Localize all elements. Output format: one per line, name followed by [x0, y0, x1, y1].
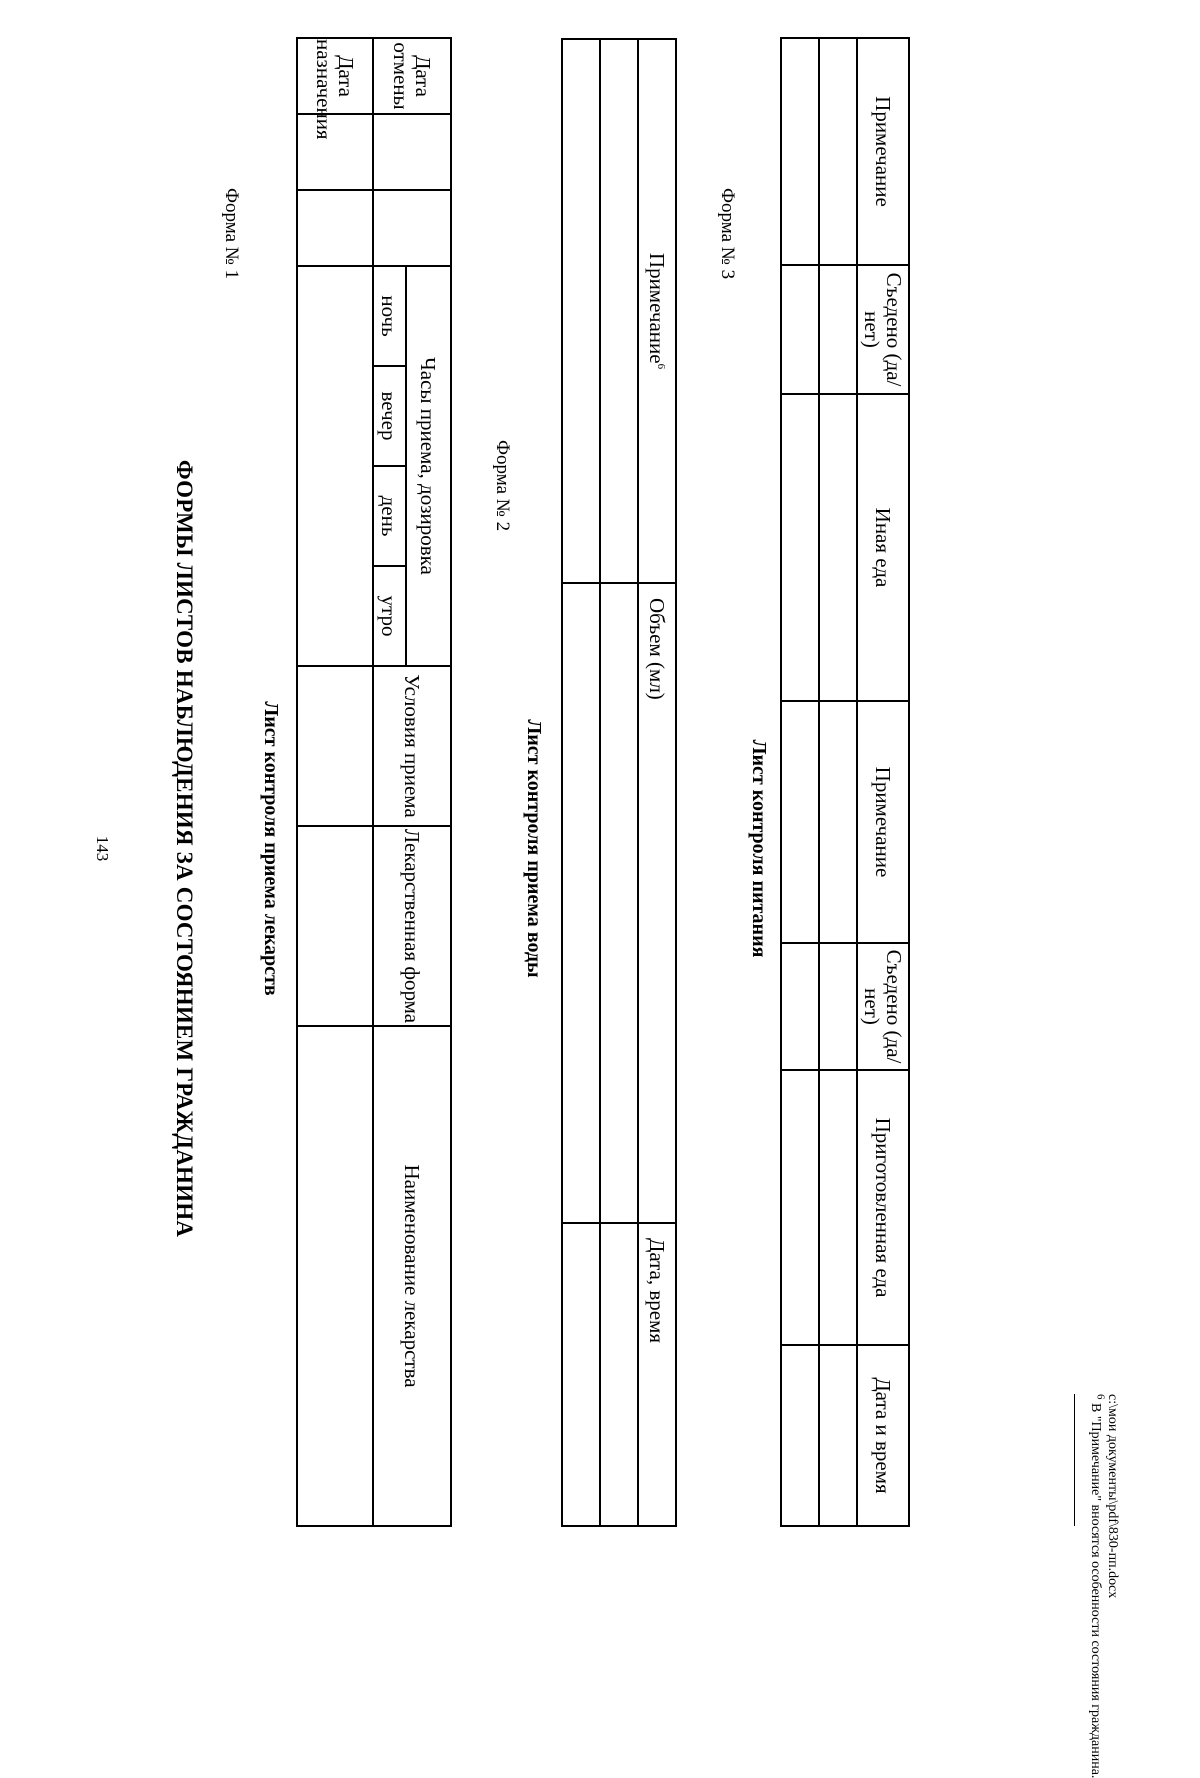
- table-cell[interactable]: [781, 943, 819, 1070]
- col-cooked-food: Приготовленная еда: [857, 1070, 909, 1345]
- form1-header-row-1: [406, 38, 451, 1526]
- col-date-cancel: Дата отмены: [373, 38, 451, 114]
- table-cell[interactable]: [819, 394, 857, 701]
- footnote-rule: [1074, 1394, 1075, 1526]
- table-cell[interactable]: [781, 394, 819, 701]
- form2-table: [561, 38, 677, 1527]
- table-cell[interactable]: [600, 39, 638, 583]
- col-date-assigned: Дата назначения: [297, 38, 373, 114]
- table-cell[interactable]: [562, 583, 600, 1223]
- table-cell[interactable]: [819, 943, 857, 1070]
- col-note: [638, 39, 676, 583]
- table-cell[interactable]: [562, 39, 600, 583]
- page-number: 143: [92, 0, 112, 1697]
- col-night: ночь: [373, 266, 406, 366]
- table-cell[interactable]: [297, 826, 373, 1026]
- col-datetime: Дата и время: [857, 1345, 909, 1526]
- footnote-text: В "Примечание" вносятся особенности состояния гражданина.: [1088, 1400, 1103, 1778]
- form3-header-row: [857, 38, 909, 1526]
- table-cell[interactable]: [600, 1223, 638, 1526]
- col-drug-form: Лекарственная форма: [373, 826, 451, 1026]
- table-row: [781, 38, 819, 1526]
- table-cell[interactable]: [297, 190, 373, 266]
- col-eaten-2: Съедено (да/нет): [857, 265, 909, 394]
- form2-label: Форма № 2: [491, 440, 513, 531]
- table-cell[interactable]: [781, 38, 819, 265]
- col-eaten-1: Съедено (да/нет): [857, 943, 909, 1070]
- col-note-label: Примечание: [645, 253, 669, 364]
- form2-title: Лист контроля приема воды: [522, 0, 545, 1697]
- form1-body: [297, 38, 451, 1526]
- footnote-ref: 6: [655, 364, 667, 370]
- col-note-1: Примечание: [857, 701, 909, 943]
- col-volume: Объем (мл): [638, 583, 676, 1223]
- col-datetime: Дата, время: [638, 1223, 676, 1526]
- form3-body: [781, 38, 909, 1526]
- col-note-2: Примечание: [857, 38, 909, 265]
- form1-label: Форма № 1: [220, 188, 242, 279]
- table-cell[interactable]: [297, 266, 373, 666]
- col-day: день: [373, 466, 406, 566]
- table-row: [819, 38, 857, 1526]
- table-cell[interactable]: [781, 1070, 819, 1345]
- form3-label: Форма № 3: [716, 188, 738, 279]
- footnote-marker: 6: [1095, 1394, 1107, 1400]
- table-cell[interactable]: [781, 1345, 819, 1526]
- table-cell[interactable]: [819, 1070, 857, 1345]
- table-cell[interactable]: [373, 190, 451, 266]
- table-row: [600, 39, 638, 1526]
- table-cell[interactable]: [819, 701, 857, 943]
- col-other-food: Иная еда: [857, 394, 909, 701]
- table-cell[interactable]: [297, 666, 373, 826]
- table-row: [562, 39, 600, 1526]
- table-cell[interactable]: [819, 265, 857, 394]
- form1-title: Лист контроля приема лекарств: [259, 0, 282, 1697]
- col-evening: вечер: [373, 366, 406, 466]
- col-drug-name: Наименование лекарства: [373, 1026, 451, 1526]
- table-cell[interactable]: [781, 265, 819, 394]
- footnote: [1088, 1394, 1103, 1778]
- col-morning: утро: [373, 566, 406, 666]
- table-cell[interactable]: [819, 1345, 857, 1526]
- form3-table: [780, 37, 910, 1527]
- col-conditions: Условия приема: [373, 666, 451, 826]
- table-cell[interactable]: [600, 583, 638, 1223]
- form2-body: [562, 39, 676, 1526]
- page-title: ФОРМЫ ЛИСТОВ НАБЛЮДЕНИЯ ЗА СОСТОЯНИЕМ ГРАЖДАНИНА: [171, 0, 197, 1697]
- table-cell[interactable]: [819, 38, 857, 265]
- table-cell[interactable]: [562, 1223, 600, 1526]
- table-cell[interactable]: [373, 114, 451, 190]
- table-cell[interactable]: [781, 701, 819, 943]
- col-hours-dosage-group: Часы приема, дозировка: [406, 266, 451, 666]
- form2-header-row: [638, 39, 676, 1526]
- form3-title: Лист контроля питания: [747, 0, 770, 1697]
- file-path: c:\мои документы\pdf\830-пп.docx: [1105, 1394, 1120, 1598]
- form1-table: [296, 37, 452, 1527]
- form1-row-date-assigned: [297, 38, 373, 1526]
- table-cell[interactable]: [297, 1026, 373, 1526]
